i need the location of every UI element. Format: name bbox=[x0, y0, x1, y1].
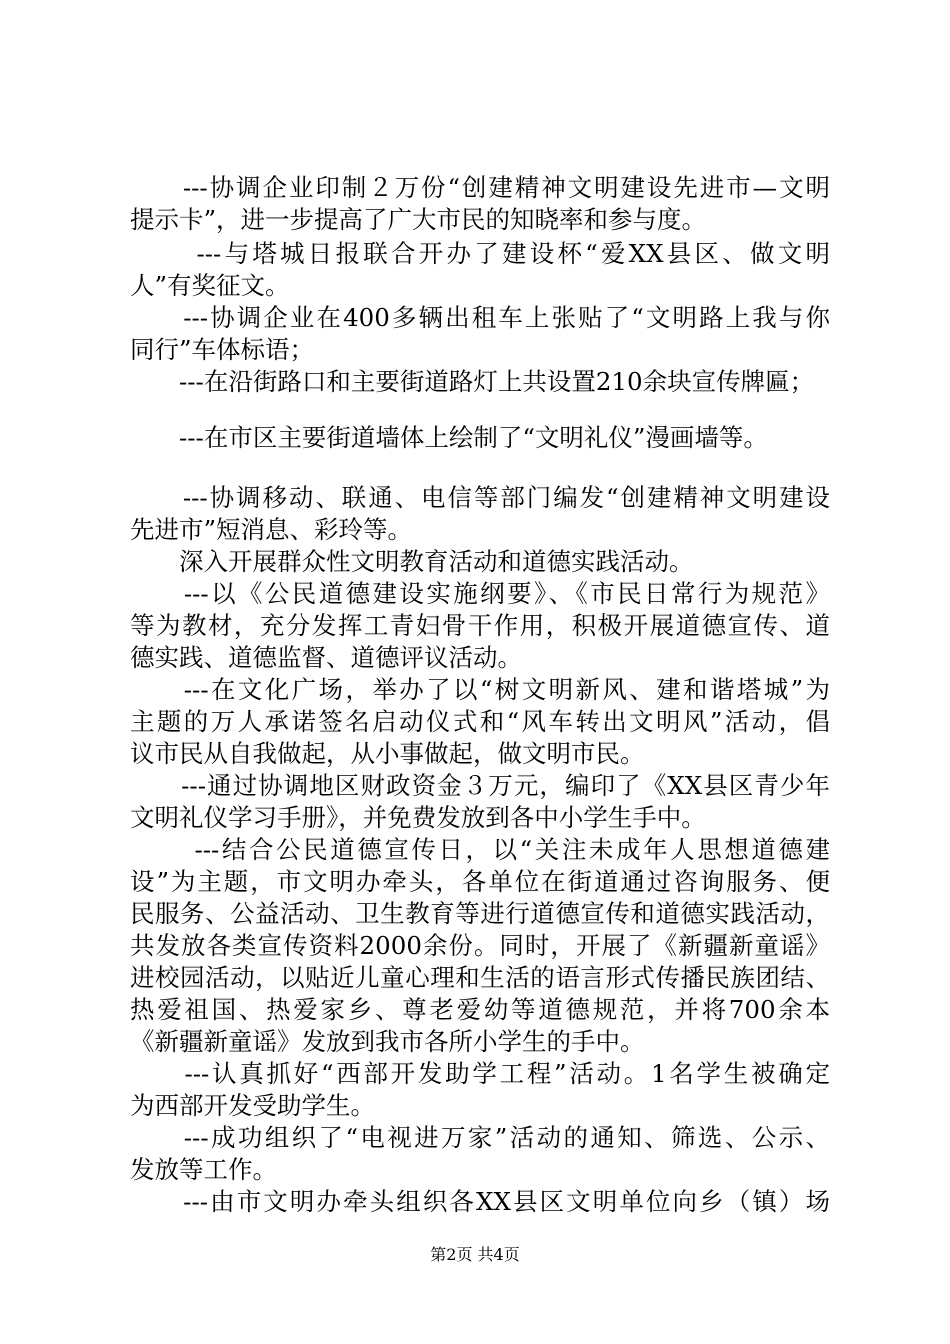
text-line: 等为教材，充分发挥工青妇骨干作用，积极开展道德宣传、道 bbox=[130, 611, 830, 640]
text-line: ---以《公民道德建设实施纲要》、《市民日常行为规范》 bbox=[130, 579, 830, 608]
text-line: 进校园活动，以贴近儿童心理和生活的语言形式传播民族团结、 bbox=[130, 963, 830, 992]
text-line: 深入开展群众性文明教育活动和道德实践活动。 bbox=[130, 547, 694, 576]
text-line: 德实践、道德监督、道德评议活动。 bbox=[130, 643, 522, 672]
text-line: 设”为主题，市文明办牵头，各单位在街道通过咨询服务、便 bbox=[130, 867, 830, 896]
text-line: 文明礼仪学习手册》，并免费发放到各中小学生手中。 bbox=[130, 803, 706, 832]
text-line: ---在文化广场，举办了以“树文明新风、建和谐塔城”为 bbox=[130, 675, 830, 704]
text-line: 发放等工作。 bbox=[130, 1155, 277, 1184]
text-line: ---协调企业在400多辆出租车上张贴了“文明路上我与你 bbox=[130, 303, 830, 332]
page-number-footer: 第2页 共4页 bbox=[430, 1245, 520, 1264]
text-line: ---结合公民道德宣传日，以“关注未成年人思想道德建 bbox=[130, 835, 830, 864]
text-line: ---协调移动、联通、电信等部门编发“创建精神文明建设 bbox=[130, 483, 830, 512]
text-line: ---认真抓好“西部开发助学工程”活动。1名学生被确定 bbox=[130, 1059, 830, 1088]
text-line: 《新疆新童谣》发放到我市各所小学生的手中。 bbox=[130, 1027, 645, 1056]
text-line: ---在沿街路口和主要街道路灯上共设置210余块宣传牌匾； bbox=[130, 367, 815, 396]
text-line: ---与塔城日报联合开办了建设杯“爱XX县区、做文明 bbox=[130, 239, 830, 268]
text-line: 同行”车体标语； bbox=[130, 335, 315, 364]
text-line: ---在市区主要街道墙体上绘制了“文明礼仪”漫画墙等。 bbox=[130, 423, 768, 452]
text-line: 主题的万人承诺签名启动仪式和“风车转出文明风”活动，倡 bbox=[130, 707, 830, 736]
text-line: 议市民从自我做起，从小事做起，做文明市民。 bbox=[130, 739, 645, 768]
text-line: 热爱祖国、热爱家乡、尊老爱幼等道德规范，并将700余本 bbox=[130, 995, 830, 1024]
text-line: 民服务、公益活动、卫生教育等进行道德宣传和道德实践活动， bbox=[130, 899, 830, 928]
text-line: 人”有奖征文。 bbox=[130, 271, 290, 300]
text-line: ---通过协调地区财政资金３万元，编印了《XX县区青少年 bbox=[130, 771, 830, 800]
text-line: ---协调企业印制２万份“创建精神文明建设先进市—文明 bbox=[130, 173, 830, 202]
text-line: 提示卡”，进一步提高了广大市民的知晓率和参与度。 bbox=[130, 205, 707, 234]
text-line: 先进市”短消息、彩玲等。 bbox=[130, 515, 413, 544]
text-line: ---成功组织了“电视进万家”活动的通知、筛选、公示、 bbox=[130, 1123, 830, 1152]
text-line: 共发放各类宣传资料2000余份。同时，开展了《新疆新童谣》 bbox=[130, 931, 830, 960]
text-line: 为西部开发受助学生。 bbox=[130, 1091, 375, 1120]
text-line: ---由市文明办牵头组织各XX县区文明单位向乡（镇）场 bbox=[130, 1187, 830, 1216]
